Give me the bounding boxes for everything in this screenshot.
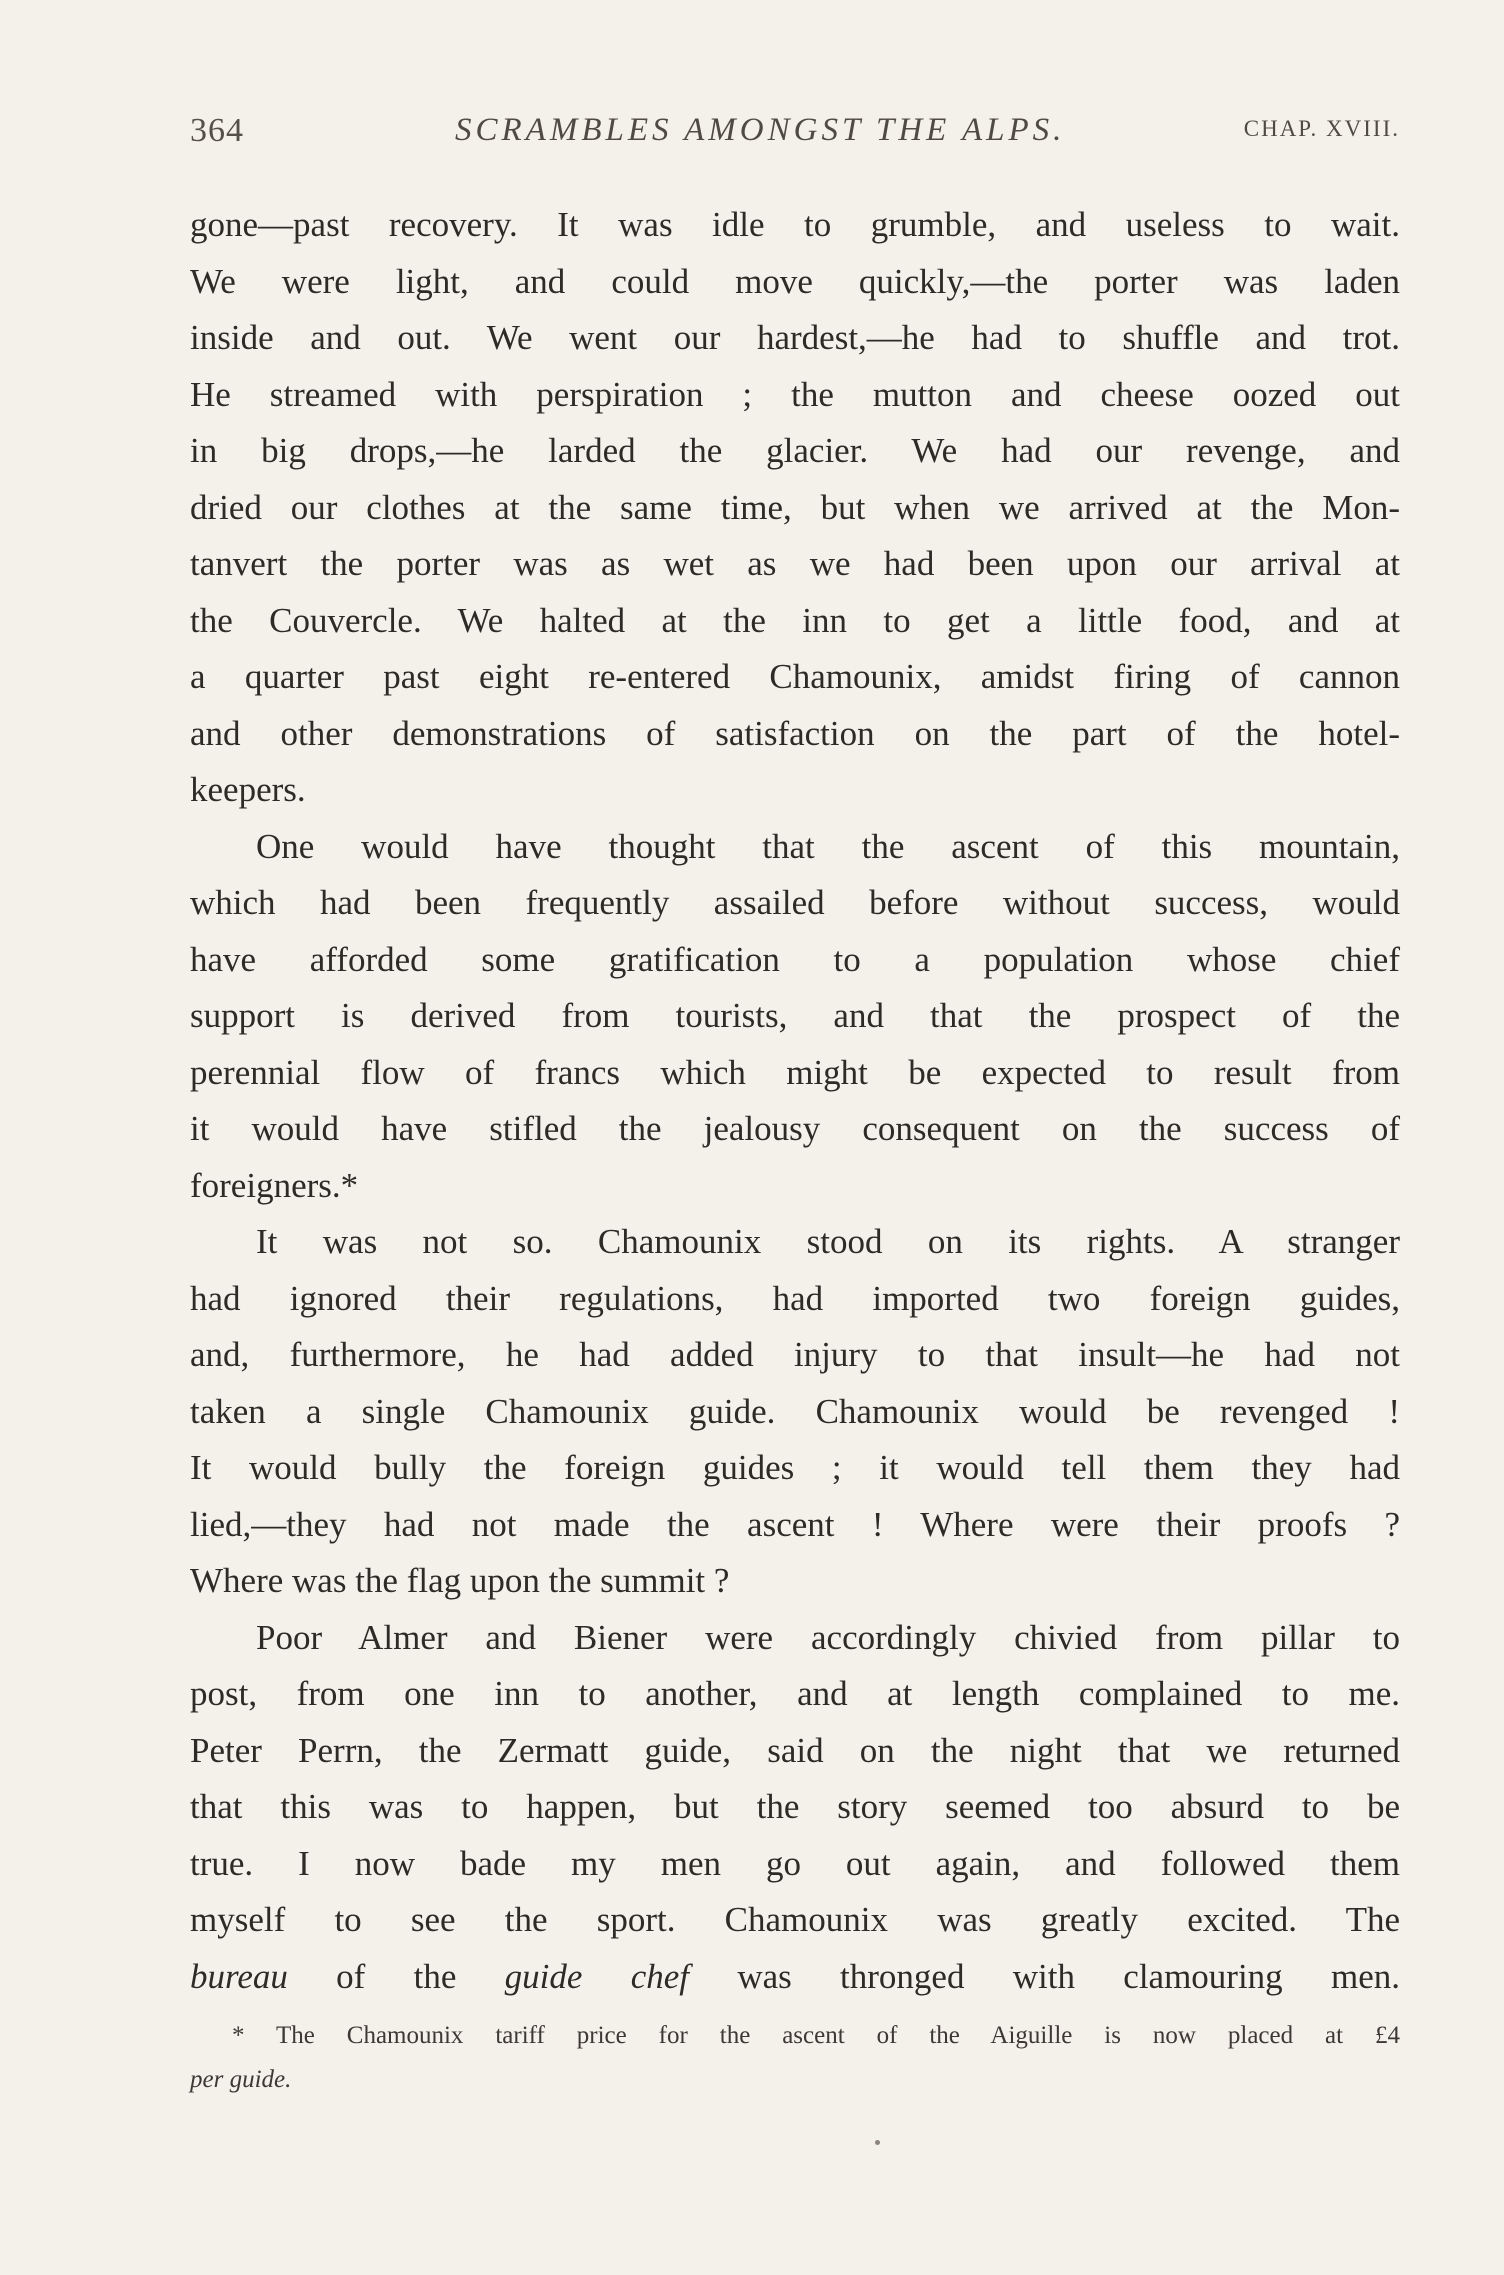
running-head [190,112,1400,162]
text-line: it would have stifled the jealousy consequent on the success of [190,1109,1400,1148]
text-line: It would bully the foreign guides ; it would tell them they had [190,1448,1400,1487]
text-line: and other demonstrations of satisfaction on the part of the hotel- [190,713,1400,753]
text-line: He streamed with perspiration ; the mutton and cheese oozed out [190,374,1400,414]
body-text [190,197,1400,2005]
footnote [190,2014,1400,2102]
chapter-reference: CHAP. XVIII. [1243,116,1400,141]
running-title: SCRAMBLES AMONGST THE ALPS. [455,112,1066,148]
text-line: and, furthermore, he had added injury to that insult—he had not [190,1335,1400,1374]
text-line: keepers. [190,770,306,809]
text-line: gone—past recovery. It was idle to grumble, and useless to wait. [190,205,1400,244]
footnote-line: per guide. [190,2066,292,2093]
text-line-with-italics: bureau of the guide chef was thronged with clamouring men. [190,1956,1400,1996]
text-line: support is derived from tourists, and that the prospect of the [190,996,1400,1035]
text-line: perennial flow of francs which might be expected to result from [190,1052,1400,1092]
text-line: that this was to happen, but the story seemed too absurd to be [190,1787,1400,1826]
text-line: a quarter past eight re-entered Chamounix, amidst firing of cannon [190,657,1400,696]
text-line: taken a single Chamounix guide. Chamounix would be revenged ! [190,1391,1400,1431]
page-number: 364 [190,112,244,149]
text-line: lied,—they had not made the ascent ! Where were their proofs ? [190,1504,1400,1544]
text-line: myself to see the sport. Chamounix was greatly excited. The [190,1900,1400,1939]
text-line: in big drops,—he larded the glacier. We had our revenge, and [190,431,1400,470]
paragraph-start-line: It was not so. Chamounix stood on its rights. A stranger [256,1222,1400,1261]
text-line: inside and out. We went our hardest,—he had to shuffle and trot. [190,318,1400,357]
text-line: foreigners.* [190,1165,359,1205]
text-line: dried our clothes at the same time, but when we arrived at the Mon- [190,487,1400,527]
text-line: post, from one inn to another, and at length complained to me. [190,1674,1400,1713]
paragraph-start-line: Poor Almer and Biener were accordingly chivied from pillar to [256,1617,1400,1657]
paragraph-start-line: One would have thought that the ascent of this mountain, [256,826,1400,866]
italic-phrase: guide chef [504,1956,690,1996]
text-line: We were light, and could move quickly,—the porter was laden [190,261,1400,301]
text-line: true. I now bade my men go out again, and followed them [190,1843,1400,1883]
text-line: the Couvercle. We halted at the inn to get a little food, and at [190,600,1400,640]
text-line: Where was the flag upon the summit ? [190,1561,730,1600]
footnote-line: * The Chamounix tariff price for the ascent of the Aiguille is now placed at £4 [232,2022,1400,2049]
text-line: which had been frequently assailed before without success, would [190,883,1400,922]
text-line: had ignored their regulations, had imported two foreign guides, [190,1278,1400,1318]
text-line: have afforded some gratification to a population whose chief [190,939,1400,979]
text-line: tanvert the porter was as wet as we had been upon our arrival at [190,544,1400,583]
italic-word: bureau [190,1956,288,1996]
text-line: Peter Perrn, the Zermatt guide, said on the night that we returned [190,1730,1400,1770]
print-speck [875,2140,880,2145]
